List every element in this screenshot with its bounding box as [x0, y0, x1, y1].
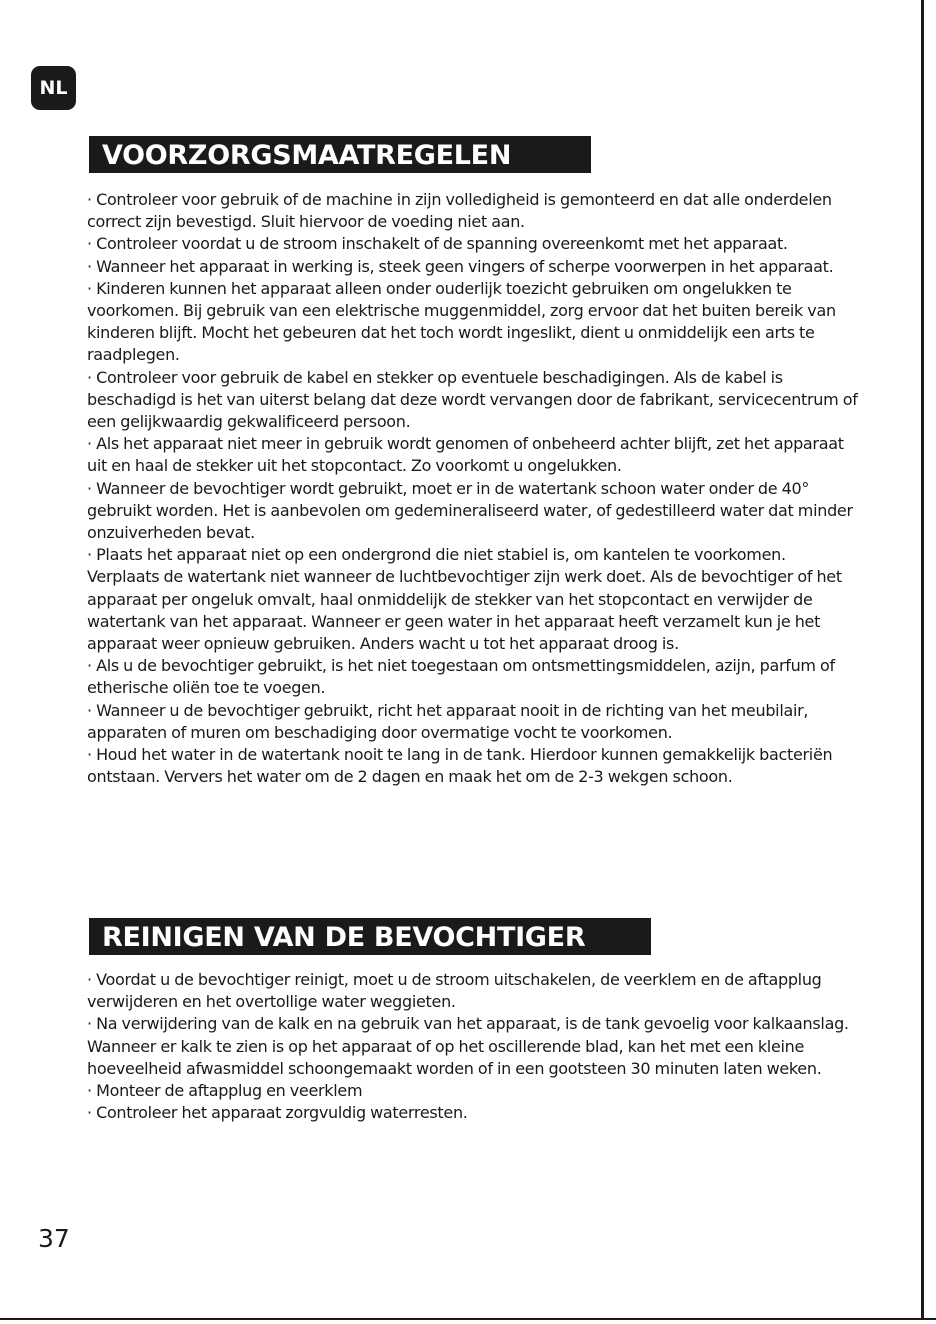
cleaning-item: · Na verwijdering van de kalk en na gebruik van het apparaat, is de tank gevoelig voor kalkaanslag. Wanneer er kalk te zien is op het apparaat of op het oscillerende blad, kan het met een kleine hoeveelheid afwasmiddel schoongemaakt worden of in een gootsteen 30 minuten laten weken. [87, 1014, 849, 1078]
section-heading-precautions: VOORZORGSMAATREGELEN [89, 136, 591, 173]
precaution-item: · Wanneer de bevochtiger wordt gebruikt, moet er in de watertank schoon water onder de 40° gebruikt worden. Het is aanbevolen om gedemineraliseerd water, of gedestilleerd water dat minder onzuiverheden bevat. [87, 478, 853, 543]
page-number: 37 [38, 1224, 70, 1253]
precaution-item: · Als u de bevochtiger gebruikt, is het niet toegestaan om ontsmettingsmiddelen, azijn, parfum of etherische oliën toe te voegen. [87, 656, 835, 698]
precaution-item: · Wanneer u de bevochtiger gebruikt, richt het apparaat nooit in de richting van het meubilair, apparaten of muren om beschadiging door overmatige vocht te voorkomen. [87, 700, 809, 742]
cleaning-item: · Controleer het apparaat zorgvuldig waterresten. [87, 1103, 468, 1123]
precaution-item: · Als het apparaat niet meer in gebruik wordt genomen of onbeheerd achter blijft, zet het apparaat uit en haal de stekker uit het stopcontact. Zo voorkomt u ongelukken. [87, 434, 844, 476]
cleaning-item: · Voordat u de bevochtiger reinigt, moet u de stroom uitschakelen, de veerklem en de aftapplug verwijderen en het overtollige water weggieten. [87, 970, 822, 1012]
precaution-item: · Kinderen kunnen het apparaat alleen onder ouderlijk toezicht gebruiken om ongelukken te voorkomen. Bij gebruik van een elektrische muggenmiddel, zorg ervoor dat het buiten bereik van kinderen blijft. Mocht het gebeuren dat het toch wordt ingeslikt, dient u onmiddelijk een arts te raadplegen. [87, 278, 836, 365]
language-badge: NL [31, 66, 76, 110]
page-edge-line [921, 0, 924, 1318]
precaution-item: · Controleer voor gebruik of de machine in zijn volledigheid is gemonteerd en dat alle onderdelen correct zijn bevestigd. Sluit hiervoor de voeding niet aan. [87, 190, 832, 232]
precautions-text [87, 189, 862, 788]
section-heading-cleaning: REINIGEN VAN DE BEVOCHTIGER [89, 918, 651, 955]
page-bottom-line [0, 1318, 936, 1320]
precaution-item: · Wanneer het apparaat in werking is, steek geen vingers of scherpe voorwerpen in het apparaat. [87, 256, 834, 276]
precaution-item: · Controleer voordat u de stroom inschakelt of de spanning overeenkomt met het apparaat. [87, 234, 788, 254]
precaution-item: · Controleer voor gebruik de kabel en stekker op eventuele beschadigingen. Als de kabel is beschadigd is het van uiterst belang dat deze wordt vervangen door de fabrikant, servicecentrum of een gelijkwaardig gekwalificeerd persoon. [87, 367, 858, 432]
precaution-item: · Houd het water in de watertank nooit te lang in de tank. Hierdoor kunnen gemakkelijk bacteriën ontstaan. Ververs het water om de 2 dagen en maak het om de 2-3 wekgen schoon. [87, 745, 833, 787]
precaution-item: · Plaats het apparaat niet op een ondergrond die niet stabiel is, om kantelen te voorkomen. Verplaats de watertank niet wanneer de luchtbevochtiger zijn werk doet. Als de bevochtiger of het apparaat per ongeluk omvalt, haal onmiddelijk de stekker van het stopcontact en verwijder de watertank van het apparaat. Wanneer er geen water in het apparaat heeft verzamelt kun je het apparaat weer opnieuw gebruiken. Anders wacht u tot het apparaat droog is. [87, 545, 842, 654]
cleaning-text [87, 969, 862, 1124]
cleaning-item: · Monteer de aftapplug en veerklem [87, 1081, 363, 1101]
